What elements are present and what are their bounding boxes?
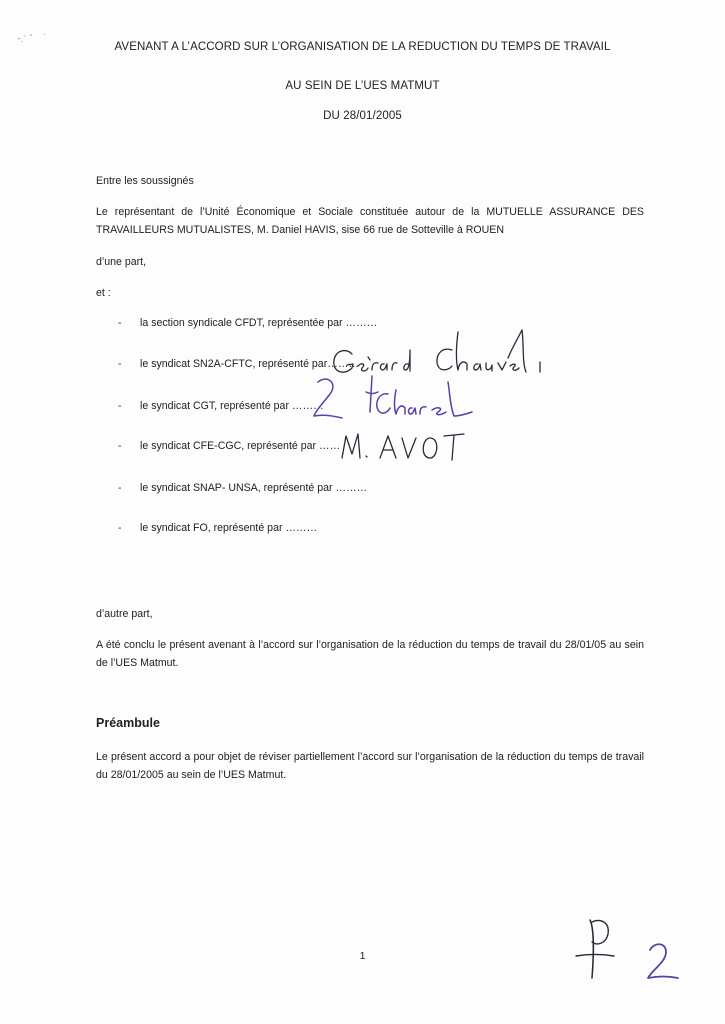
document-title: AVENANT A L’ACCORD SUR L’ORGANISATION DE LA REDUCTION DU TEMPS DE TRAVAIL [114,41,611,53]
et-text: et : [96,287,111,299]
party-cfdt: la section syndicale CFDT, représentée par ……… [140,317,378,329]
document-subtitle: AU SEIN DE L’UES MATMUT [285,80,440,92]
list-bullet: - [118,440,122,452]
preamble-heading: Préambule [96,716,160,730]
list-bullet: - [118,400,122,412]
list-bullet: - [118,358,122,370]
entre-text: Entre les soussignés [96,175,194,187]
document-date: DU 28/01/2005 [323,110,402,122]
representant-paragraph: Le représentant de l’Unité Économique et Sociale constituée autour de la MUTUELLE ASSURANCE DES TRAVAILLEURS MUTUALISTES, M. Daniel HAVIS, sise 66 rue de Sotteville à ROUEN [96,206,644,236]
page-number: 1 [359,950,366,962]
preamble-paragraph: Le présent accord a pour objet de réviser partiellement l’accord sur l’organisation de la réduction du temps de travail du 28/01/2005 au sein de l’UES Matmut. [96,751,644,781]
list-bullet: - [118,522,122,534]
party-fo: le syndicat FO, représenté par ……… [140,522,318,534]
party-cfe-cgc: le syndicat CFE-CGC, représenté par …… [140,440,341,452]
list-bullet: - [118,482,122,494]
party-sn2a-cftc: le syndicat SN2A-CFTC, représenté par……… [140,358,360,370]
autre-part-text: d’autre part, [96,608,153,620]
initials-signature [572,912,692,992]
conclusion-paragraph: A été conclu le présent avenant à l’accord sur l’organisation de la réduction du temps de travail du 28/01/05 au sein de l’UES Matmut. [96,639,644,669]
cgt-signature [308,372,478,428]
cfe-cgc-signature [338,428,468,466]
une-part-text: d’une part, [96,256,147,268]
party-snap-unsa: le syndicat SNAP- UNSA, représenté par ……… [140,482,368,494]
list-bullet: - [118,317,122,329]
party-cgt: le syndicat CGT, représenté par ……… [140,400,324,412]
